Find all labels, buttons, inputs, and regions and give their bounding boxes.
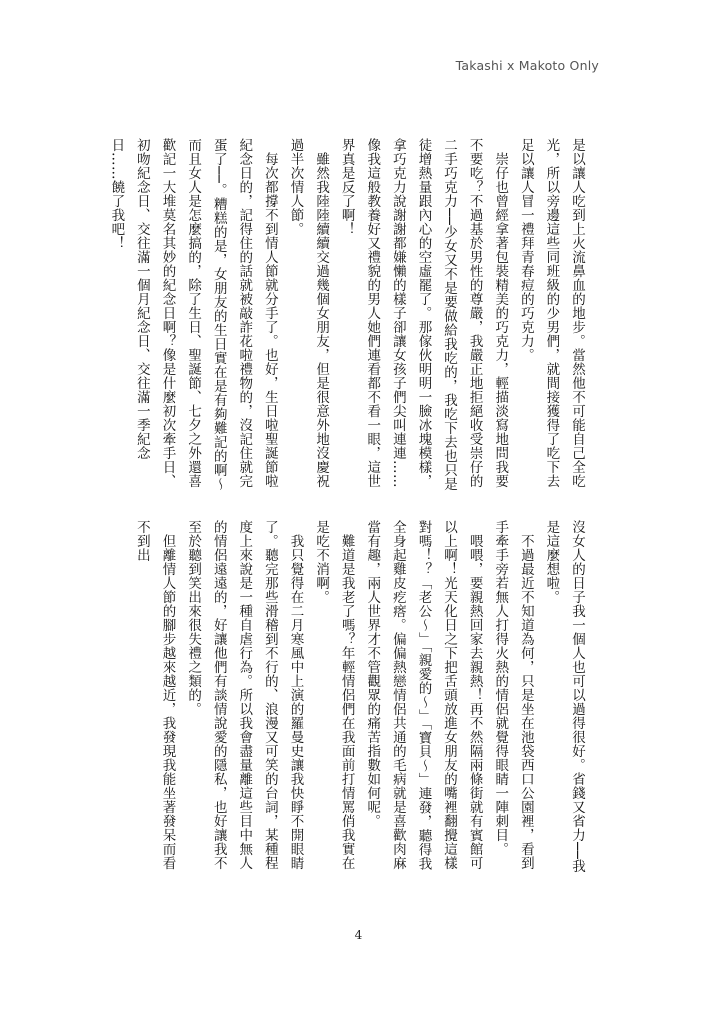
- paragraph: 但離情人節的腳步越來越近，我發現我能坐著發呆而看不到出: [133, 520, 176, 870]
- paragraph: 崇仔也曾經拿著包裝精美的巧克力，輕描淡寫地問我要不要吃？不過基於男性的尊嚴，我嚴正地拒絕收受崇仔的二手巧克力──少女又不是要做給我吃的，我吃下去也只是徒增熱量跟內心的空虛罷了。那傢伙明明一臉冰塊模樣，拿巧克力說謝謝都嫌懶的樣子卻讓女孩子們尖叫連連……像我這般教養好又禮貌的男人她們連看都不看一眼，這世界真是反了啊！: [338, 138, 509, 492]
- paragraph: 不過最近不知道為何，只是坐在池袋西口公園裡，看到手牽手旁若無人打得火熱的情侶就覺得眼睛一陣刺目。: [492, 520, 534, 870]
- paragraph: 雖然我陸陸續續交過幾個女朋友，但是很意外地沒慶祝過半次情人節。: [287, 138, 330, 488]
- paragraph: 沒女人的日子我一個人也可以過得很好。省錢又省力──我是這麼想啦。: [543, 520, 585, 874]
- paragraph: 是以讓人吃到上火流鼻血的地步。當然他不可能自己全吃光，所以旁邊這些同班級的少男們，就間接獲得了吃下去足以讓人冒一禮拜青春痘的巧克力。: [517, 138, 585, 488]
- paragraph: 每次都撐不到情人節就分手了。也好，生日啦聖誕節啦紀念日的，記得住的話就被敲詐花啦禮物的，沒記住就完蛋了──。糟糕的是，女朋友的生日實在是有夠難記的啊～而且女人是怎麼搞的，除了生日、聖誕節、七夕之外還喜歡記一大堆莫名其妙的紀念日啊？像是什麼初次牽手日、初吻紀念日、交往滿一個月紀念日、交往滿一季紀念日……饒了我吧！: [108, 138, 278, 492]
- paragraph: 難道是我老了嗎？年輕情侶們在我面前打情罵俏我實在是吃不消啊。: [313, 520, 355, 870]
- running-header: Takashi x Makoto Only: [455, 58, 599, 73]
- page-number: 4: [354, 928, 363, 942]
- paragraph: 我只覺得在二月寒風中上演的羅曼史讓我快睜不開眼睛了。聽完那些滑稽到不行的、浪漫又可笑的台詞，某種程度上來說是一種自虐行為。所以我會盡量離這些目中無人的情侶遠遠的，好讓他們有談情說愛的隱私，也好讓我不至於聽到笑出來很失禮之類的。: [185, 520, 304, 870]
- text-block-upper: [103, 138, 589, 498]
- text-block-lower: [128, 520, 589, 880]
- paragraph: 喂喂，要親熱回家去親熱！再不然隔兩條街就有賓館可以上啊！光天化日之下把舌頭放進女朋友的嘴裡翻攪這樣對嗎！？「老公～」「親愛的～」「寶貝～」連發，聽得我全身起雞皮疙瘩。偏偏熱戀情侶共通的毛病就是喜歡肉麻當有趣，兩人世界才不管觀眾的痛苦指數如何呢。: [364, 520, 483, 871]
